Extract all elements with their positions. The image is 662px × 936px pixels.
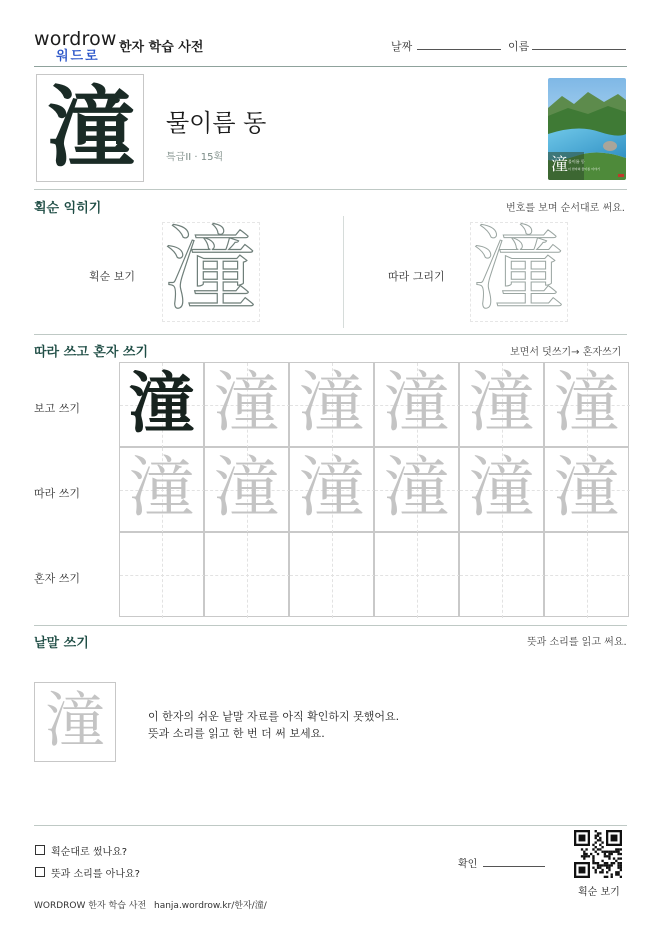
- practice-cell[interactable]: [374, 447, 459, 532]
- check-meaning-checkbox[interactable]: [35, 867, 45, 877]
- cell-guide-horizontal: [290, 575, 375, 576]
- trace-label: 따라 그리기: [388, 270, 445, 283]
- trace-character: 潼: [383, 449, 450, 526]
- writing-practice-hint: 보면서 덧쓰기→ 혼자쓰기: [510, 347, 622, 358]
- check-stroke-order-checkbox[interactable]: [35, 845, 45, 855]
- practice-cell[interactable]: [459, 447, 544, 532]
- river-landscape-image: [548, 78, 626, 180]
- word-writing-hint: 뜻과 소리를 읽고 써요.: [527, 637, 627, 648]
- logo-wordmark: wordrow: [34, 28, 117, 50]
- cell-guide-horizontal: [120, 575, 205, 576]
- trace-character: 潼: [213, 449, 280, 526]
- practice-cell[interactable]: [374, 532, 459, 617]
- trace-character: 潼: [553, 449, 620, 526]
- practice-cell[interactable]: [204, 362, 289, 447]
- practice-cell[interactable]: [544, 362, 629, 447]
- word-writing-title: 낱말 쓰기: [34, 636, 89, 651]
- illustration-thumbnail: [548, 78, 626, 180]
- section-divider-1: [34, 189, 627, 190]
- trace-character: 潼: [553, 364, 620, 441]
- cell-guide-horizontal: [460, 575, 545, 576]
- practice-cell[interactable]: [374, 362, 459, 447]
- practice-cell[interactable]: [544, 532, 629, 617]
- check-meaning-label: 뜻과 소리를 아나요?: [51, 869, 140, 880]
- writing-practice-title: 따라 쓰고 혼자 쓰기: [34, 345, 149, 360]
- practice-cell[interactable]: [289, 532, 374, 617]
- check-stroke-order-label: 획순대로 썼나요?: [51, 847, 128, 858]
- logo-korean: 워드로: [56, 49, 100, 64]
- section-divider-3: [34, 625, 627, 626]
- grade-strokes: 특급II · 15획: [166, 152, 224, 163]
- cell-guide-horizontal: [545, 575, 630, 576]
- word-character-box[interactable]: [34, 682, 116, 762]
- section-divider-4: [34, 825, 627, 826]
- trace-character: 潼: [128, 449, 195, 526]
- word-character: 潼: [45, 686, 105, 756]
- thumbnail-subtitle: 이 한자의 물이름 이야기: [568, 167, 600, 171]
- confirm-label: 확인: [458, 859, 478, 870]
- cell-guide-horizontal: [375, 575, 460, 576]
- practice-cell[interactable]: [119, 362, 204, 447]
- app-title: 한자 학습 사전: [119, 40, 204, 55]
- thumbnail-meaning: 물이름 동: [568, 159, 585, 164]
- hero-character: 潼: [46, 75, 135, 179]
- name-label: 이름: [508, 40, 530, 53]
- cell-guide-horizontal: [205, 575, 290, 576]
- footer-url[interactable]: hanja.wordrow.kr/한자/潼/: [154, 901, 267, 911]
- word-note-line2: 뜻과 소리를 읽고 한 번 더 써 보세요.: [148, 727, 325, 740]
- word-note-line1: 이 한자의 쉬운 낱말 자료를 아직 확인하지 못했어요.: [148, 710, 400, 723]
- date-label: 날짜: [391, 40, 413, 53]
- stroke-view-label: 획순 보기: [89, 270, 136, 283]
- confirm-field[interactable]: [483, 866, 545, 867]
- model-character: 潼: [128, 364, 195, 442]
- practice-cell[interactable]: [289, 362, 374, 447]
- row-label-trace-write: 따라 쓰기: [34, 487, 81, 500]
- trace-character: 潼: [468, 364, 535, 441]
- row-label-solo-write: 혼자 쓰기: [34, 572, 81, 585]
- trace-character: 潼: [468, 449, 535, 526]
- trace-character: 潼: [298, 449, 365, 526]
- date-field[interactable]: [417, 49, 501, 50]
- stroke-order-title: 획순 익히기: [34, 201, 102, 216]
- practice-cell[interactable]: [204, 447, 289, 532]
- meaning-sound: 물이름 동: [166, 109, 267, 137]
- header-divider: [34, 66, 627, 67]
- practice-cell[interactable]: [459, 532, 544, 617]
- practice-cell[interactable]: [289, 447, 374, 532]
- footer-brand: WORDROW 한자 학습 사전: [34, 901, 147, 911]
- practice-cell[interactable]: [204, 532, 289, 617]
- qr-label: 획순 보기: [578, 887, 620, 898]
- stroke-order-hint: 번호를 보며 순서대로 써요.: [506, 203, 625, 214]
- practice-cell[interactable]: [544, 447, 629, 532]
- trace-character: 潼: [298, 364, 365, 441]
- stroke-view-character: 潼: [163, 216, 256, 323]
- practice-cell[interactable]: [119, 532, 204, 617]
- practice-cell[interactable]: [459, 362, 544, 447]
- trace-character: 潼: [213, 364, 280, 441]
- thumbnail-character: 潼: [551, 155, 568, 175]
- stroke-column-divider: [343, 216, 344, 328]
- trace-character: 潼: [383, 364, 450, 441]
- row-label-view-write: 보고 쓰기: [34, 402, 81, 415]
- practice-cell[interactable]: [119, 447, 204, 532]
- name-field[interactable]: [532, 49, 626, 50]
- qr-code-icon[interactable]: [574, 830, 622, 878]
- trace-character[interactable]: 潼: [471, 216, 564, 323]
- hero-character-box: [36, 74, 144, 182]
- section-divider-2: [34, 334, 627, 335]
